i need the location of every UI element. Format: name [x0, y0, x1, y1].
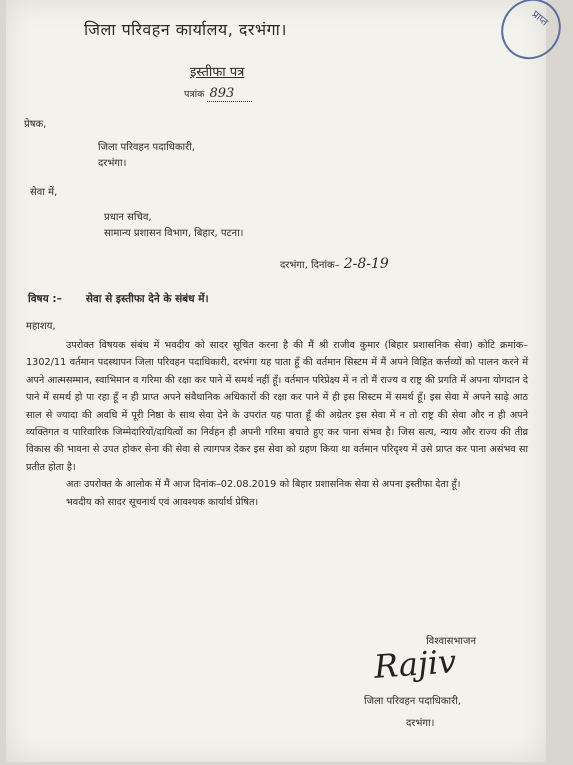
- subject-label: विषय :–: [28, 293, 62, 305]
- stamp-text: प्राप्त: [529, 8, 550, 29]
- closing: विश्वासभाजन: [426, 636, 476, 647]
- sender-address: [98, 140, 195, 172]
- letter-body: [26, 337, 528, 511]
- body-paragraph-3: भवदीय को सादर सूचनार्थ एवं आवश्यक कार्यार्थ प्रेषित।: [66, 496, 259, 508]
- document-title: इस्तीफा पत्र: [190, 65, 245, 80]
- recipient-label: सेवा में,: [30, 187, 58, 198]
- sender-line-1: जिला परिवहन पदाधिकारी,: [98, 142, 195, 153]
- subject-line: [28, 292, 209, 306]
- body-paragraph-1: उपरोक्त विषयक संबंध में भवदीय को सादर सूचित करना है की मैं श्री राजीव कुमार (बिहार प्रशासनिक सेवा) कोटि क्रमांक–1302/11 वर्तमान पदस्थापन जिला परिवहन पदाधिकारी, दरभंगा यह पाता हूँ की वर्तमान सिस्टम में मैं अपने विहित कर्त्तव्यों को पालन करने में अपने आत्मसम्मान, स्वाभिमान व गरिमा की रक्षा कर पाने में समर्थ नहीं हूँ। वर्तमान परिप्रेक्ष्य में न तो मैं राज्य व राष्ट्र की प्रगति में अपना योगदान दे पाने में समर्थ हो पा रहा हूँ न ही प्राप्त अपने संवैधानिक अधिकारों की रक्षा कर पाने में ही इस सिस्टम में समर्थ हूँ। इस सेवा में अपने साढ़े आठ साल से ज्यादा की अवधि में पूरी निष्ठा के साथ सेवा देने के उपरांत यह पाता हूँ की अग्रेतर इस सेवा में न तो राष्ट्र की सेवा और न ही अपने व्यक्तिगत व पारिवारिक जिम्मेदारियों/दायित्वों का निर्वहन ही अपनी गरिमा बचाते हुए कर पाना संभव है। जिस सत्य, न्याय और राज्य की तीव्र विकास की भावना से उपत होकर सेना की सेवा से त्यागपत्र देकर इस सेवा को ग्रहण किया था वर्तमान परिदृश्य में उसे प्राप्त कर पाना असंभव सा प्रतीत होता है।: [26, 340, 528, 473]
- subject-text: सेवा से इस्तीफा देने के संबंध में।: [85, 293, 209, 305]
- date-handwritten: 2-8-19: [343, 256, 389, 272]
- recipient-line-1: प्रधान सचिव,: [104, 212, 152, 223]
- date-line: [280, 256, 389, 272]
- reference-line: [184, 86, 252, 101]
- body-paragraph-2: अतः उपरोक्त के आलोक में मैं आज दिनांक–02.08.2019 को बिहार प्रशासनिक सेवा से अपना इस्तीफा देता हूँ।: [66, 479, 461, 491]
- office-title: जिला परिवहन कार्यालय, दरभंगा।: [84, 20, 287, 39]
- signatory-title: जिला परिवहन पदाधिकारी,: [364, 696, 461, 707]
- recipient-address: [104, 210, 243, 242]
- sender-label: प्रेषक,: [24, 119, 47, 130]
- received-stamp: [489, 0, 573, 71]
- sender-line-2: दरभंगा।: [98, 158, 127, 169]
- recipient-line-2: सामान्य प्रशासन विभाग, बिहार, पटना।: [104, 228, 244, 239]
- salutation: महाशय,: [26, 321, 56, 332]
- signatory-place: दरभंगा।: [406, 718, 435, 729]
- letter-page: [6, 0, 550, 762]
- reference-number: 893: [207, 86, 252, 102]
- reference-label: पत्रांक: [184, 89, 205, 100]
- signature: Rajiv: [372, 642, 458, 686]
- date-prefix: दरभंगा, दिनांक–: [280, 260, 340, 271]
